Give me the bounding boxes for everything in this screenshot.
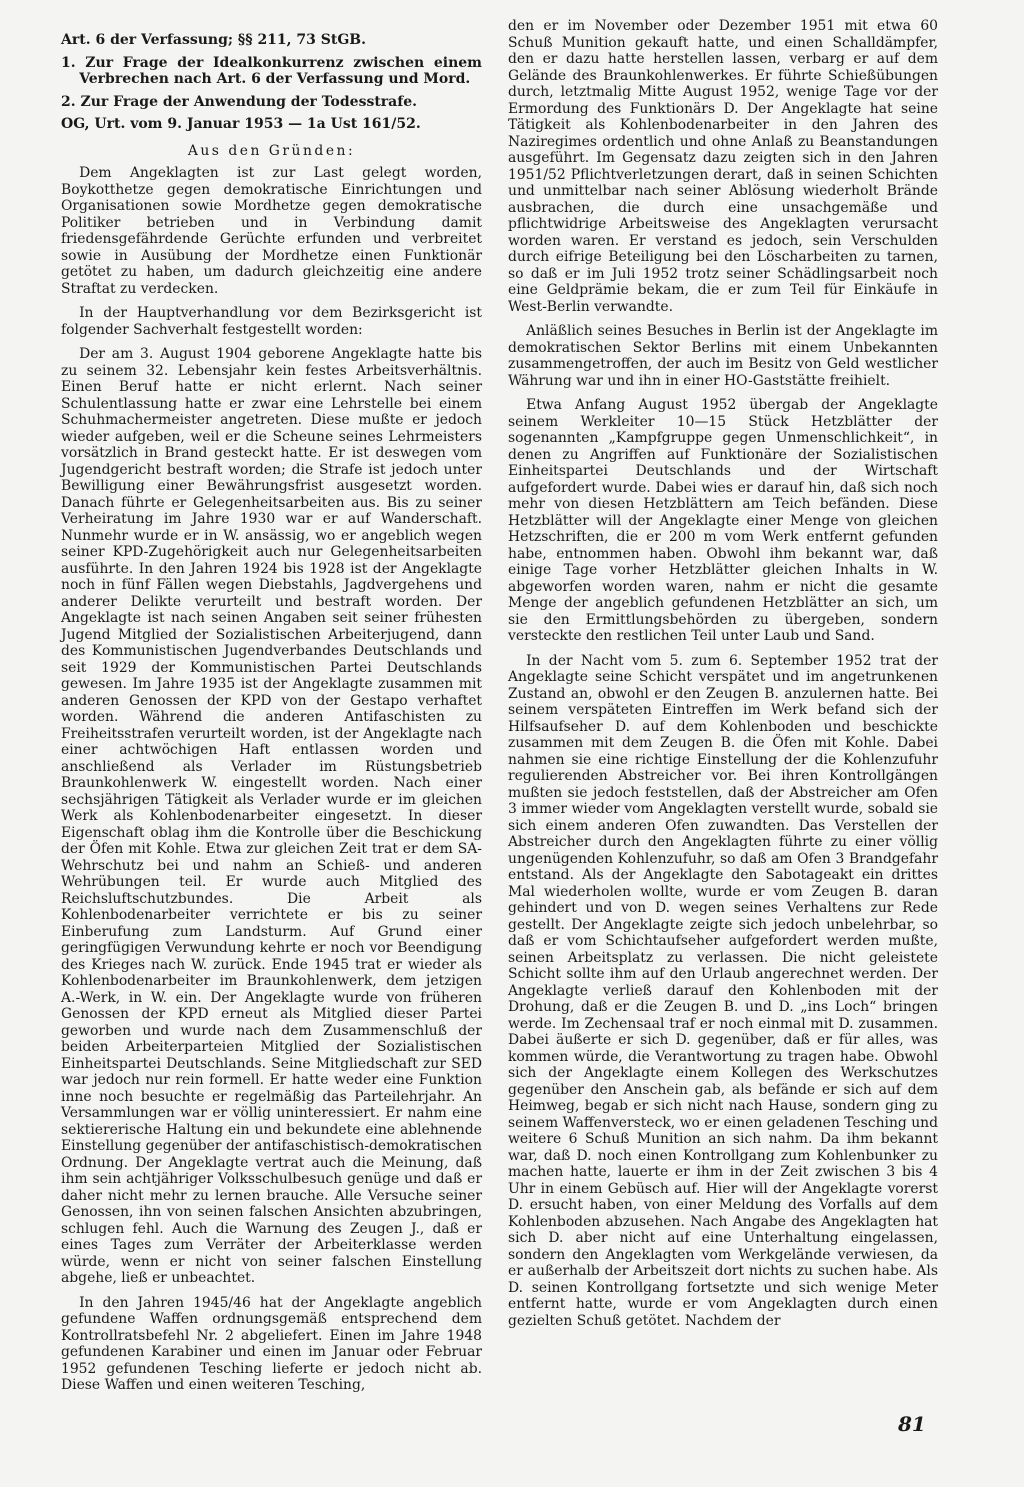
paragraph: Anläßlich seines Besuches in Berlin ist der Angeklagte im demokratischen Sektor Berlins mit einem Unbekannten zusammengetroffen, der auch im Besitz von Geld westlicher Währung war und ihn in einer HO-Gaststätte freihielt. — [508, 323, 938, 389]
paragraph: In der Hauptverhandlung vor dem Bezirksgericht ist folgender Sachverhalt festgestellt worden: — [61, 305, 482, 338]
paragraph: In der Nacht vom 5. zum 6. September 1952 trat der Angeklagte seine Schicht verspätet und im angetrunkenen Zustand an, obwohl er den Zeugen B. anzulernen hatte. Bei seinem verspäteten Eintreffen im Werk befand sich der Hilfsaufseher D. auf dem Kohlenboden und beschickte zusammen mit dem Zeugen B. die Öfen mit Kohle. Dabei nahmen sie eine richtige Einstellung der die Kohlenzufuhr regulierenden Abstreicher vor. Bei ihren Kontrollgängen mußten sie jedoch feststellen, daß der Abstreicher am Ofen 3 immer wieder vom Angeklagten verstellt wurde, sobald sie sich einem anderen Ofen zuwandten. Das Verstellen der Abstreicher durch den Angeklagten führte zu einer völlig ungenügenden Kohlenzufuhr, so daß am Ofen 3 Brandgefahr entstand. Als der Angeklagte den Sabotageakt ein drittes Mal wiederholen wollte, wurde er vom Zeugen B. daran gehindert und von D. wegen seines Verhaltens zur Rede gestellt. Der Angeklagte zeigte sich jedoch unbelehrbar, so daß er vom Schichtaufseher aufgefordert werden mußte, seinen Arbeitsplatz zu verlassen. Die nicht geleistete Schicht sollte ihm auf den Urlaub angerechnet werden. Der Angeklagte verließ darauf den Kohlenboden mit der Drohung, daß er die Zeugen B. und D. „ins Loch“ bringen werde. Im Zechensaal traf er noch einmal mit D. zusammen. Dabei äußerte er sich D. gegenüber, daß er für alles, was kommen würde, die Verantwortung zu tragen habe. Obwohl sich der Angeklagte einem Kollegen des Werkschutzes gegenüber den Anschein gab, als befände er sich auf dem Heimweg, begab er sich nicht nach Hause, sondern ging zu seinem Waffenversteck, wo er einen geladenen Tesching und weitere 6 Schuß Munition an sich nahm. Da ihm bekannt war, daß D. noch einen Kontrollgang zum Kohlenbunker zu machen hatte, lauerte er ihm in der Zeit zwischen 3 bis 4 Uhr in einem Gebüsch auf. Hier will der Angeklagte vorerst D. ersucht haben, von einer Meldung des Vorfalls auf dem Kohlenboden abzusehen. Nach Angabe des Angeklagten hat sich D. aber nicht auf eine Unterhaltung eingelassen, sondern den Angeklagten vom Werkgelände verwiesen, da er außerhalb der Arbeitszeit dort nichts zu suchen habe. Als D. seinen Kontrollgang fortsetzte und sich wenige Meter entfernt hatte, wurde er vom Angeklagten durch einen gezielten Schuß getötet. Nachdem der — [508, 652, 938, 1329]
headnote-2: 2. Zur Frage der Anwendung der Todesstrafe. — [61, 93, 418, 110]
paragraph: In den Jahren 1945/46 hat der Angeklagte angeblich gefundene Waffen ordnungsgemäß entsprechend dem Kontrollratsbefehl Nr. 2 abgeliefert. Einen im Jahre 1948 gefundenen Karabiner und einen im Januar oder Februar 1952 gefundenen Tesching lieferte er jedoch nicht ab. Diese Waffen und einen weiteren Tesching, — [61, 1294, 482, 1393]
legal-reference: Art. 6 der Verfassung; §§ 211, 73 StGB. — [61, 32, 367, 48]
court-citation: OG, Urt. vom 9. Januar 1953 — 1a Ust 161/52. — [61, 116, 421, 132]
paragraph: Der am 3. August 1904 geborene Angeklagte hatte bis zu seinem 32. Lebensjahr kein festes Arbeitsverhältnis. Einen Beruf hatte er nicht erlernt. Nach seiner Schulentlassung hatte er zwar eine Lehrstelle bei einem Schuhmachermeister angetreten. Diese mußte er jedoch wieder aufgeben, weil er die Scheune seines Lehrmeisters vorsätzlich in Brand gesteckt hatte. Er ist deswegen vom Jugendgericht bestraft worden; die Strafe ist jedoch unter Bewilligung einer Bewährungsfrist ausgesetzt worden. Danach führte er Gelegenheitsarbeiten aus. Bis zu seiner Verheiratung im Jahre 1930 war er auf Wanderschaft. Nunmehr wurde er in W. ansässig, wo er angeblich wegen seiner KPD-Zugehörigkeit auch nur Gelegenheitsarbeiten ausführte. In den Jahren 1924 bis 1928 ist der Angeklagte noch in fünf Fällen wegen Diebstahls, Jagdvergehens und anderer Delikte verurteilt und bestraft worden. Der Angeklagte ist nach seinen Angaben seit seiner frühesten Jugend Mitglied der Sozialistischen Arbeiterjugend, dann des Kommunistischen Jugendverbandes Deutschlands und seit 1929 der Kommunistischen Partei Deutschlands gewesen. Im Jahre 1935 ist der Angeklagte zusammen mit anderen Genossen der KPD von der Gestapo verhaftet worden. Während die anderen Antifaschisten zu Freiheitsstrafen verurteilt worden, ist der Angeklagte nach einer achtwöchigen Haft entlassen worden und anschließend als Verlader im Rüstungsbetrieb Braunkohlenwerk W. eingestellt worden. Nach einer sechsjährigen Tätigkeit als Verlader wurde er im gleichen Werk als Kohlenbodenarbeiter eingesetzt. In dieser Eigenschaft oblag ihm die Kontrolle über die Beschickung der Öfen mit Kohle. Etwa zur gleichen Zeit trat er dem SA-Wehrschutz bei und nahm an Schieß- und anderen Wehrübungen teil. Er wurde auch Mitglied des Reichsluftschutzbundes. Die Arbeit als Kohlenbodenarbeiter verrichtete er bis zu seiner Einberufung zum Landsturm. Auf Grund einer geringfügigen Verwundung kehrte er noch vor Beendigung des Krieges nach W. zurück. Ende 1945 trat er wieder als Kohlenbodenarbeiter im Braunkohlenwerk, dem jetzigen A.-Werk, in W. ein. Der Angeklagte wurde von früheren Genossen der KPD erneut als Mitglied dieser Partei geworben und wurde nach dem Zusammenschluß der beiden Arbeiterparteien Mitglied der Sozialistischen Einheitspartei Deutschlands. Seine Mitgliedschaft zur SED war jedoch nur rein formell. Er hatte weder eine Funktion inne noch besuchte er regelmäßig das Parteilehrjahr. An Versammlungen war er völlig uninteressiert. Er nahm eine sektiererische Haltung ein und bekundete eine ablehnende Einstellung gegenüber der antifaschistisch-demokratischen Ordnung. Der Angeklagte vertrat auch die Meinung, daß ihm sein achtjähriger Volksschulbesuch genüge und daß er daher nicht mehr zu lernen brauche. Alle Versuche seiner Genossen, ihn von seinen falschen Ansichten abzubringen, schlugen fehl. Auch die Warnung des Zeugen J., daß er eines Tages zum Verräter der Arbeiterklasse werden würde, wenn er nicht von seiner falschen Einstellung abgehe, ließ er unbeachtet. — [61, 346, 482, 1286]
paragraph: Etwa Anfang August 1952 übergab der Angeklagte seinem Werkleiter 10—15 Stück Hetzblätter der sogenannten „Kampfgruppe gegen Unmenschlichkeit“, in denen zu Angriffen auf Funktionäre der Sozialistischen Einheitspartei Deutschlands und der Wirtschaft aufgefordert wurde. Dabei wies er darauf hin, daß sich noch mehr von diesen Hetzblättern am Teich befänden. Diese Hetzblätter will der Angeklagte einer Menge von gleichen Hetzschriften, die er 200 m vom Werk entfernt gefunden habe, entnommen haben. Obwohl ihm bekannt war, daß einige Tage vorher Hetzblätter gleichen Inhalts in W. abgeworfen worden waren, nahm er nicht die gesamte Menge der angeblich gefundenen Hetzblätter an sich, um sie den Ermittlungsbehörden zu übergeben, sondern versteckte den restlichen Teil unter Laub und Sand. — [508, 397, 938, 644]
paragraph: Dem Angeklagten ist zur Last gelegt worden, Boykotthetze gegen demokratische Einrichtungen und Organisationen sowie Mordhetze gegen demokratische Politiker betrieben und in Verbindung damit friedensgefährdende Gerüchte erfunden und verbreitet sowie in Ausübung der Mordhetze einen Funktionär getötet zu haben, um dadurch gleichzeitig eine andere Straftat zu verdecken. — [61, 165, 482, 297]
left-column — [61, 32, 482, 1402]
page-number: 81 — [898, 1412, 926, 1436]
headnote-1: 1. Zur Frage der Idealkonkurrenz zwischen einem Verbrechen nach Art. 6 der Verfassung und Mord. — [61, 54, 482, 87]
right-column — [508, 18, 938, 1337]
paragraph-continuation: den er im November oder Dezember 1951 mit etwa 60 Schuß Munition gekauft hatte, und einen Schalldämpfer, den er dazu hatte herstellen lassen, verbarg er auf dem Gelände des Braunkohlenwerkes. Er führte Schießübungen durch, letztmalig Mitte August 1952, wenige Tage vor der Ermordung des Funktionärs D. Der Angeklagte hat seine Tätigkeit als Kohlenbodenarbeiter in den Jahren des Naziregimes ordentlich und ohne Anlaß zu Beanstandungen ausgeführt. Im Gegensatz dazu zeigten sich in den Jahren 1951/52 Pflichtverletzungen derart, daß in seinen Schichten und unmittelbar nach seiner Ablösung wiederholt Brände ausbrachen, die durch eine unsachgemäße und pflichtwidrige Arbeitsweise des Angeklagten verursacht worden waren. Er verstand es jedoch, sein Verschulden durch eifrige Beteiligung bei den Löscharbeiten zu tarnen, so daß er im Juli 1952 trotz seiner Schädlingsarbeit noch eine Geldprämie bekam, die er zum Teil für Einkäufe in West-Berlin verwandte. — [508, 18, 938, 315]
reasons-heading: Aus den Gründen: — [187, 142, 356, 159]
